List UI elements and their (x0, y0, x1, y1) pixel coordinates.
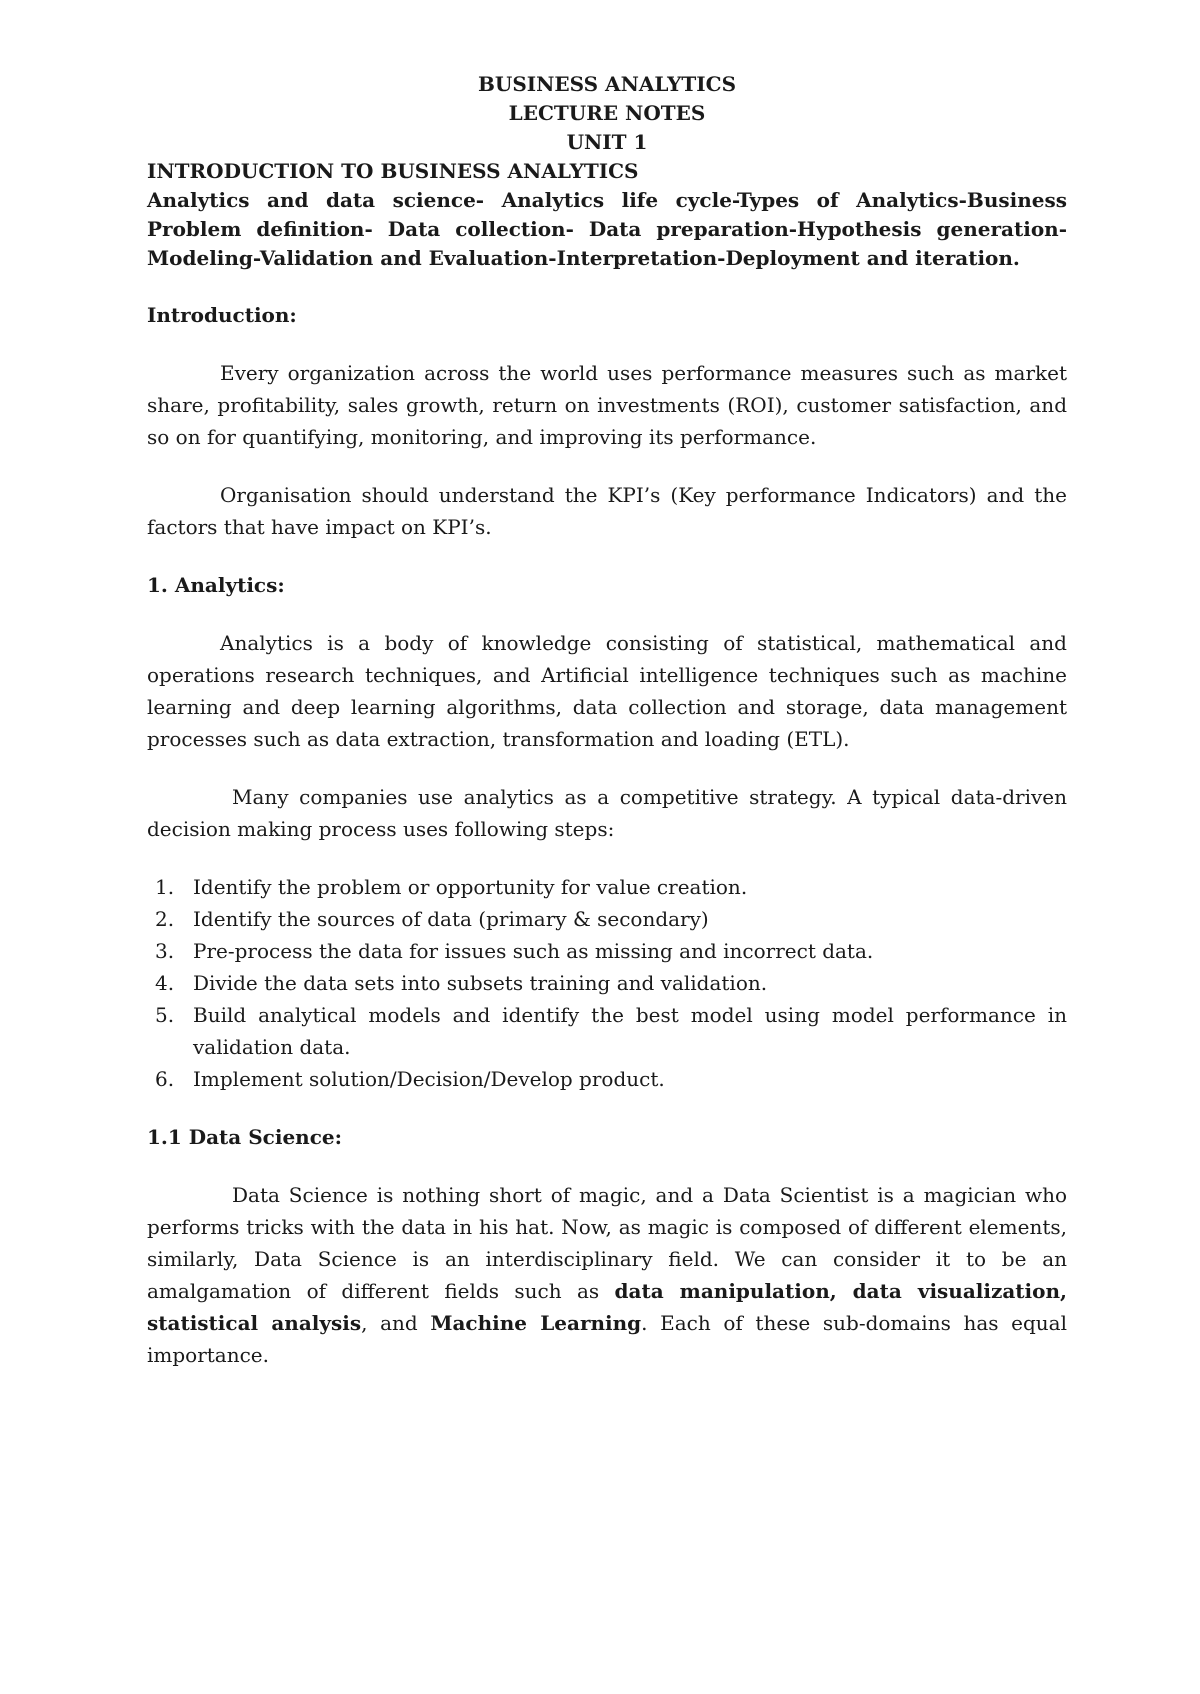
list-item: 6. Implement solution/Decision/Develop product. (155, 1067, 665, 1091)
list-item: 1. Identify the problem or opportunity for value creation. (155, 875, 748, 899)
doc-title: BUSINESS ANALYTICS (477, 72, 737, 96)
doc-subtitle: LECTURE NOTES (508, 101, 706, 125)
unit-label: UNIT 1 (566, 130, 648, 154)
data-science-heading: 1.1 Data Science: (147, 1125, 342, 1149)
data-science-bold-ml: Machine Learning (430, 1311, 642, 1335)
unit-syllabus: Analytics and data science- Analytics life cycle-Types of Analytics-Business Problem definition- Data collection- Data preparation-Hypothesis generation-Modeling-Validation and Evaluation-Interpretation-Deployment and iteration. (147, 188, 1067, 270)
list-item: 3. Pre-process the data for issues such as missing and incorrect data. (155, 939, 874, 963)
list-item: 2. Identify the sources of data (primary & secondary) (155, 907, 709, 931)
page-content (147, 70, 1067, 1371)
unit-title: INTRODUCTION TO BUSINESS ANALYTICS (147, 159, 639, 183)
introduction-heading: Introduction: (147, 303, 297, 327)
data-science-bold-fields: data manipulation, data visualization, statistical analysis (147, 1279, 1067, 1335)
list-item: 5. Build analytical models and identify the best model using model performance in validation data. (155, 1003, 1067, 1059)
introduction-paragraph-2: Organisation should understand the KPI’s (Key performance Indicators) and the factors that have impact on KPI’s. (147, 483, 1067, 539)
analytics-paragraph-1: Analytics is a body of knowledge consisting of statistical, mathematical and operations research techniques, and Artificial intelligence techniques such as machine learning and deep learning algorithms, data collection and storage, data management processes such as data extraction, transformation and loading (ETL). (147, 631, 1067, 751)
introduction-paragraph-1: Every organization across the world uses performance measures such as market share, profitability, sales growth, return on investments (ROI), customer satisfaction, and so on for quantifying, monitoring, and improving its performance. (147, 361, 1067, 449)
data-science-paragraph: Data Science is nothing short of magic, and a Data Scientist is a magician who performs tricks with the data in his hat. Now, as magic is composed of different elements, similarly, Data Science is an interdisciplinary field. We can consider it to be an amalgamation of different fields such as data manipulation, data visualization, statistical analysis, and Machine Learning. Each of these sub-domains has equal importance. (147, 1183, 1067, 1367)
analytics-heading: 1. Analytics: (147, 573, 285, 597)
decision-steps-list (147, 871, 1067, 1095)
analytics-paragraph-2: Many companies use analytics as a competitive strategy. A typical data-driven decision making process uses following steps: (147, 785, 1067, 841)
list-item: 4. Divide the data sets into subsets training and validation. (155, 971, 768, 995)
